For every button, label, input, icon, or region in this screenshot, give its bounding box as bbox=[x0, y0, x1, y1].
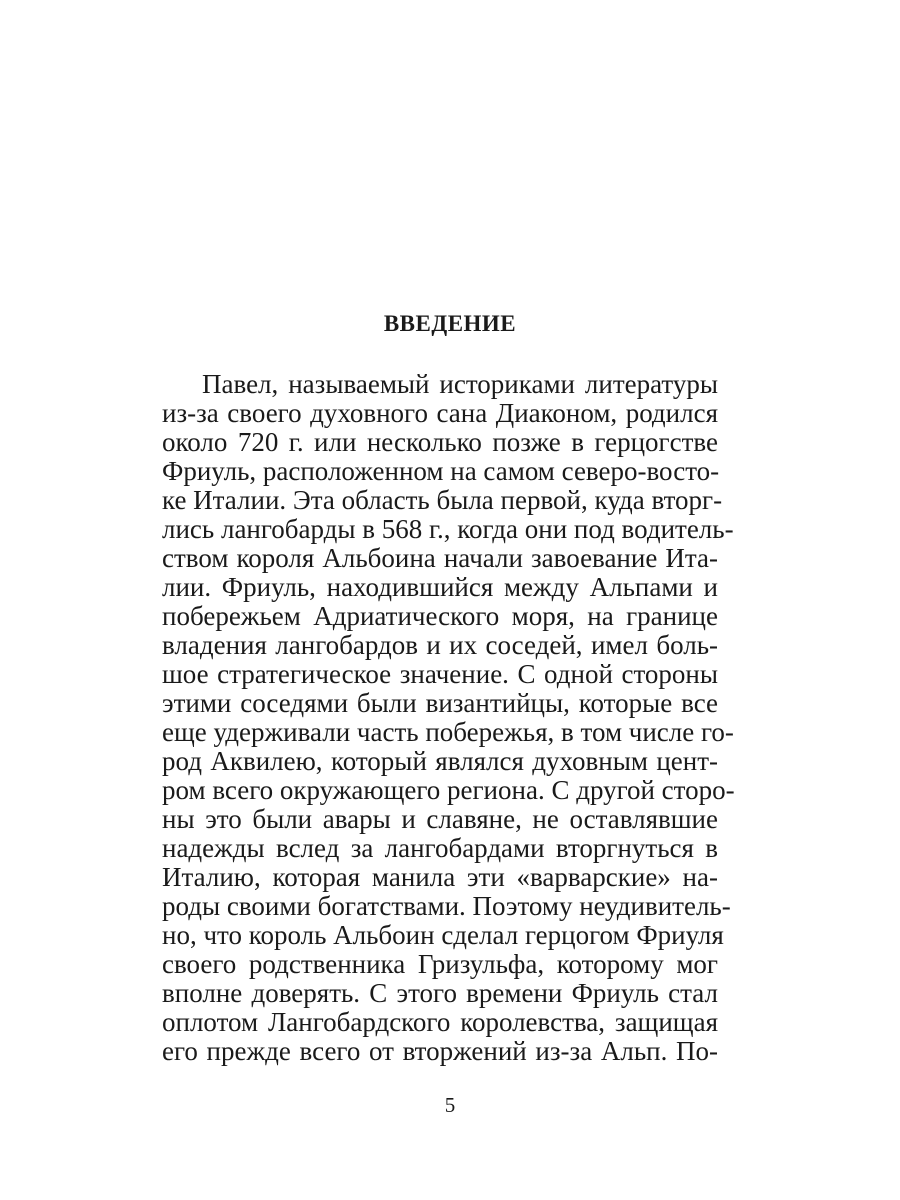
text-line: вполне доверять. С этого времени Фриуль стал bbox=[162, 978, 718, 1008]
page-number: 5 bbox=[444, 1093, 456, 1117]
text-line: Италию, которая манила эти «варварские» на- bbox=[162, 862, 718, 892]
text-line: ны это были авары и славяне, не оставлявшие bbox=[162, 804, 718, 834]
text-line: лии. Фриуль, находившийся между Альпами и bbox=[162, 572, 718, 602]
text-line: шое стратегическое значение. С одной стороны bbox=[162, 659, 718, 689]
text-line: надежды вслед за лангобардами вторгнуться в bbox=[162, 833, 718, 863]
text-line: роды своими богатствами. Поэтому неудивитель- bbox=[162, 891, 731, 921]
text-line: около 720 г. или несколько позже в герцогстве bbox=[162, 427, 718, 457]
text-line: своего родственника Гризульфа, которому мог bbox=[162, 949, 718, 979]
text-line: ром всего окружающего региона. С другой сторо- bbox=[162, 775, 735, 805]
text-line: лись лангобарды в 568 г., когда они под водитель- bbox=[162, 514, 734, 544]
text-line: еще удерживали часть побережья, в том числе го- bbox=[162, 717, 734, 747]
text-line: оплотом Лангобардского королевства, защищая bbox=[162, 1007, 718, 1037]
text-line: его прежде всего от вторжений из-за Альп. По- bbox=[162, 1036, 718, 1066]
text-line: этими соседями были византийцы, которые все bbox=[162, 688, 718, 718]
text-line: из-за своего духовного сана Диаконом, родился bbox=[162, 398, 718, 428]
body-paragraph bbox=[162, 369, 735, 1066]
chapter-heading: ВВЕДЕНИЕ bbox=[383, 311, 517, 336]
text-line: но, что король Альбоин сделал герцогом Фриуля bbox=[162, 920, 724, 950]
text-line: Павел, называемый историками литературы bbox=[202, 369, 718, 399]
text-line: побережьем Адриатического моря, на границе bbox=[162, 601, 718, 631]
text-line: ством короля Альбоина начали завоевание Ита- bbox=[162, 543, 718, 573]
text-line: род Аквилею, который являлся духовным цент- bbox=[162, 746, 718, 776]
text-line: Фриуль, расположенном на самом северо-восто- bbox=[162, 456, 720, 486]
text-line: ке Италии. Эта область была первой, куда вторг- bbox=[162, 485, 723, 515]
text-line: владения лангобардов и их соседей, имел боль- bbox=[162, 630, 718, 660]
